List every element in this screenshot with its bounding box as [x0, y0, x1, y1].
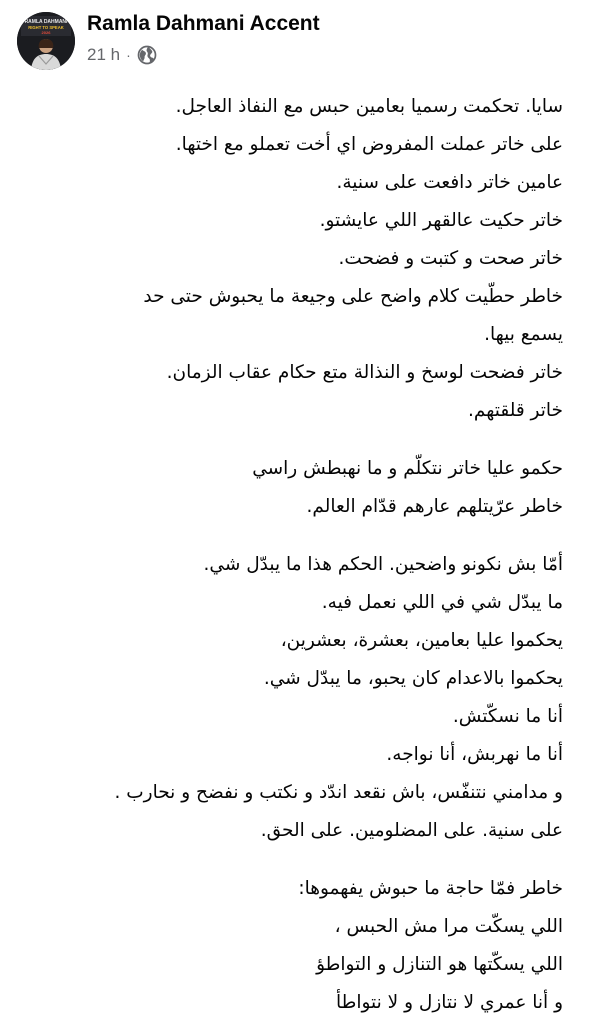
- globe-icon[interactable]: [137, 45, 157, 65]
- post-line: ما يبدّل شي في اللي نعمل فيه.: [321, 592, 563, 613]
- post-line: حكمو عليا خاتر نتكلّم و ما نهبطش راسي: [252, 458, 563, 479]
- post-header: [0, 0, 589, 80]
- post-line: خاطر فمّا حاجة ما حبوش يفهموها:: [298, 878, 563, 899]
- post-line: يحكموا عليا بعامين، بعشرة، بعشرين،: [280, 630, 563, 651]
- avatar-line-2: RIGHT TO SPEAK: [28, 25, 64, 30]
- post-line: على سنية. على المضلومين. على الحق.: [260, 820, 563, 841]
- post-line: أمّا بش نكونو واضحين. الحكم هذا ما يبدّل شي.: [203, 554, 563, 575]
- post-line: يسمع بيها.: [484, 324, 563, 345]
- avatar[interactable]: [17, 12, 75, 70]
- paragraph-gap: [23, 430, 563, 450]
- author-name[interactable]: Ramla Dahmani Accent: [87, 12, 320, 35]
- post-line: أنا ما نهربش، أنا نواجه.: [386, 744, 563, 765]
- post-body: [23, 88, 563, 1022]
- post-line: خاتر فضحت لوسخ و النذالة متع حكام عقاب الزمان.: [166, 362, 563, 383]
- paragraph-gap: [23, 850, 563, 870]
- post-line: خاتر صحت و كتبت و فضحت.: [338, 248, 563, 269]
- meta-separator: ·: [126, 47, 131, 63]
- post-time[interactable]: 21 h: [87, 45, 121, 64]
- post-line: اللي يسكّتها هو التنازل و التواطؤ: [316, 954, 563, 975]
- post-line: و أنا عمري لا نتازل و لا نتواطأ: [335, 992, 563, 1013]
- post-line: سايا. تحكمت رسميا بعامين حبس مع النفاذ العاجل.: [175, 96, 563, 117]
- avatar-line-1: RAMLA DAHMANI: [24, 19, 68, 25]
- paragraph-gap: [23, 526, 563, 546]
- post-line: اللي يسكّت مرا مش الحبس ،: [334, 916, 563, 937]
- post-line: و مدامني نتنفّس، باش نقعد اندّد و نكتب و نفضح و نحارب .: [114, 782, 563, 803]
- post-line: خاطر حطّيت كلام واضح على وجيعة ما يحبوش حتى حد: [143, 286, 563, 307]
- post-line: خاطر عرّيتلهم عارهم قدّام العالم.: [306, 496, 563, 517]
- post-line: عامين خاتر دافعت على سنية.: [336, 172, 563, 193]
- post-meta: [87, 42, 157, 68]
- post-line: يحكموا بالاعدام كان يحبو، ما يبدّل شي.: [263, 668, 563, 689]
- post-line: أنا ما نسكّتش.: [452, 706, 563, 727]
- post-line: على خاتر عملت المفروض اي أخت تعملو مع اختها.: [175, 134, 563, 155]
- post-line: خاتر حكيت عالقهر اللي عايشتو.: [319, 210, 563, 231]
- post-line: خاتر قلقتهم.: [468, 400, 563, 421]
- avatar-image: [17, 12, 75, 70]
- avatar-line-3: 2026: [41, 30, 51, 35]
